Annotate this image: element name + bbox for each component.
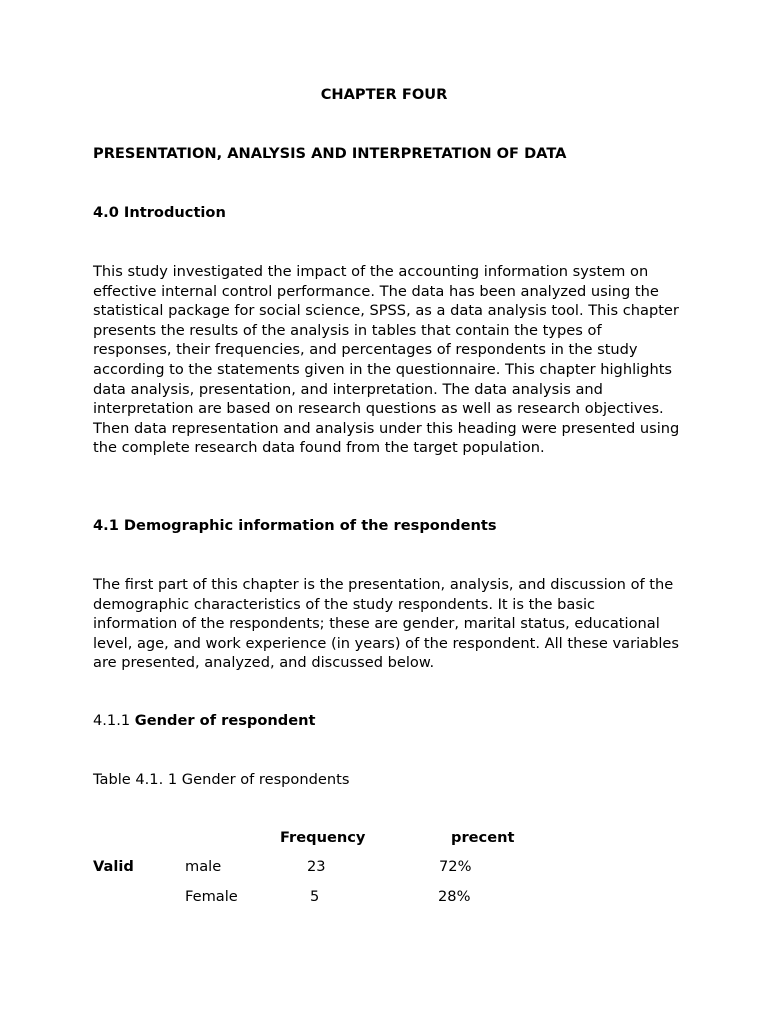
demographic-paragraph: The first part of this chapter is the presentation, analysis, and discussion of the demographic characteristics of the study respondents. It is the basic information of the respondents; these are gender, marital status, educational level, age, and work experience (in years) of the respondent. All these variables are presented, analyzed, and discussed below. — [93, 576, 680, 672]
table-header-percent: precent — [451, 829, 515, 846]
intro-paragraph: This study investigated the impact of the accounting information system on effective internal control performance. The data has been analyzed using the statistical package for social science, SPSS, as a data analysis tool. This chapter presents the results of the analysis in tables that contain the types of responses, their frequencies, and percentages of respondents in the study according to the statements given in the questionnaire. This chapter highlights data analysis, presentation, and interpretation. The data analysis and interpretation are based on research questions as well as research objectives. Then data representation and analysis under this heading were presented using the complete research data found from the target population. — [93, 263, 680, 457]
table-row-percent: 72% — [439, 858, 472, 875]
gender-heading-number: 4.1.1 — [93, 712, 131, 729]
gender-heading-text: Gender of respondent — [134, 712, 316, 729]
gender-heading — [93, 712, 315, 729]
chapter-title: CHAPTER FOUR — [320, 86, 448, 103]
table-row-percent: 28% — [438, 888, 471, 905]
section-title: PRESENTATION, ANALYSIS AND INTERPRETATION OF DATA — [93, 145, 567, 162]
table-row-label: Female — [185, 888, 238, 905]
demographic-heading: 4.1 Demographic information of the respondents — [93, 517, 497, 534]
table-group-label: Valid — [93, 858, 134, 875]
table-row-frequency: 5 — [310, 888, 320, 905]
table-caption: Table 4.1. 1 Gender of respondents — [93, 771, 350, 788]
table-row-label: male — [185, 858, 222, 875]
table-header-frequency: Frequency — [280, 829, 366, 846]
intro-heading: 4.0 Introduction — [93, 204, 226, 221]
table-row-frequency: 23 — [307, 858, 326, 875]
